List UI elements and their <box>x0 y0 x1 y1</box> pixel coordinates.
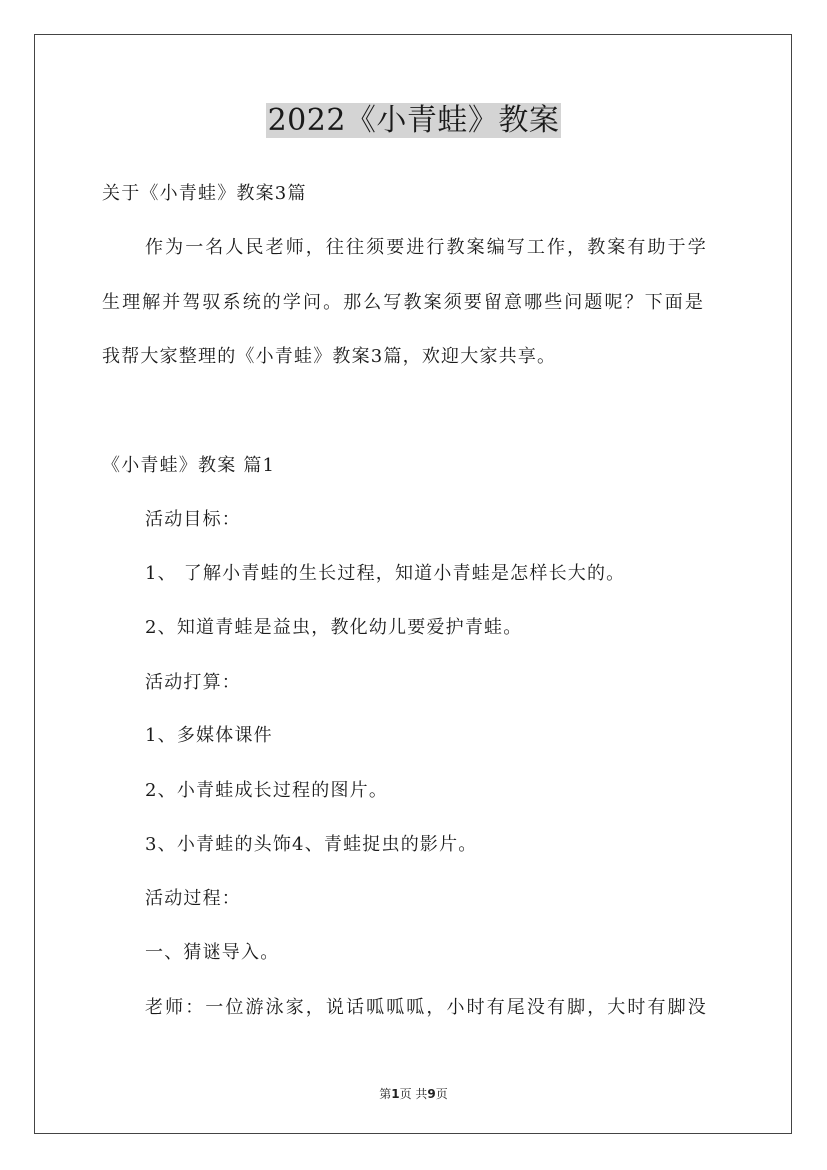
page-footer <box>0 1086 827 1102</box>
intro-line-3: 我帮大家整理的《小青蛙》教案3篇，欢迎大家共享。 <box>102 346 557 367</box>
teacher-line: 老师：一位游泳家，说话呱呱呱，小时有尾没有脚，大时有脚没 <box>145 997 708 1018</box>
prep-item-2: 2、小青蛙成长过程的图片。 <box>145 780 389 801</box>
footer-page-suffix: 页 共 <box>399 1087 428 1101</box>
prep-item-1: 1、多媒体课件 <box>145 725 273 746</box>
process-heading: 活动过程： <box>145 888 241 909</box>
prep-item-3: 3、小青蛙的头饰4、青蛙捉虫的影片。 <box>145 834 478 855</box>
document-subtitle: 关于《小青蛙》教案3篇 <box>102 183 307 204</box>
goal-item-1: 1、 了解小青蛙的生长过程，知道小青蛙是怎样长大的。 <box>145 563 626 584</box>
footer-page-end: 页 <box>435 1087 448 1101</box>
goal-item-2: 2、知道青蛙是益虫，教化幼儿要爱护青蛙。 <box>145 617 523 638</box>
intro-line-1: 作为一名人民老师，往往须要进行教案编写工作，教案有助于学 <box>145 237 708 258</box>
section-heading: 《小青蛙》教案 篇1 <box>102 455 276 476</box>
document-title-wrapper <box>0 100 827 142</box>
footer-page-total: 9 <box>427 1087 436 1101</box>
footer-page-prefix: 第 <box>379 1087 392 1101</box>
document-title: 2022《小青蛙》教案 <box>267 103 560 138</box>
prep-heading: 活动打算： <box>145 672 241 693</box>
intro-line-2: 生理解并驾驭系统的学问。那么写教案须要留意哪些问题呢？下面是 <box>102 292 705 313</box>
footer-page-current: 1 <box>391 1087 400 1101</box>
goals-heading: 活动目标： <box>145 509 241 530</box>
process-step-1: 一、猜谜导入。 <box>145 942 280 963</box>
